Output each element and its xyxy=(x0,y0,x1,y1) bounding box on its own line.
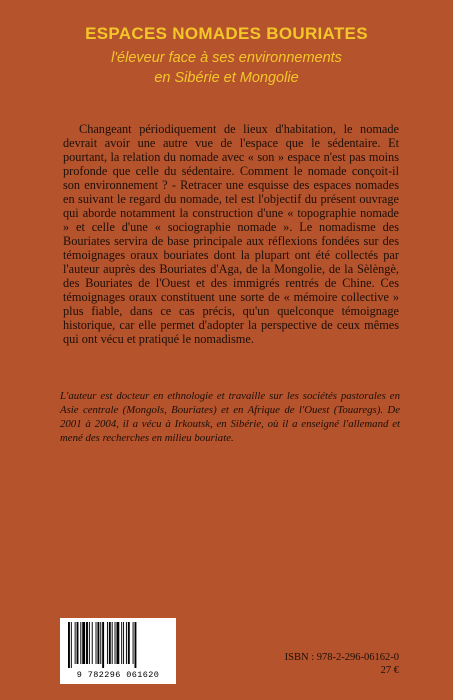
barcode-bar xyxy=(109,622,111,664)
barcode-bar xyxy=(77,622,79,664)
book-subtitle-line-2: en Sibérie et Mongolie xyxy=(154,70,299,86)
barcode-bar xyxy=(126,622,127,664)
barcode-bar xyxy=(123,622,124,664)
barcode-bar xyxy=(100,622,101,664)
barcode-bar xyxy=(71,622,72,668)
barcode-bar xyxy=(112,622,113,664)
barcode-bar xyxy=(80,622,81,664)
barcode-bar xyxy=(92,622,93,664)
barcode-bar xyxy=(68,622,70,668)
book-subtitle-line-1: l'éleveur face à ses environnements xyxy=(111,50,342,66)
book-title: ESPACES NOMADES BOURIATES xyxy=(85,24,368,43)
barcode-bar xyxy=(133,622,134,664)
barcode-bar xyxy=(75,622,76,664)
barcode-bar xyxy=(115,622,116,664)
price: 27 € xyxy=(380,665,399,676)
barcode-bar xyxy=(135,622,137,668)
barcode-bar xyxy=(107,622,108,664)
barcode-bar xyxy=(86,622,88,664)
summary-paragraph: Changeant périodiquement de lieux d'habitation, le nomade devrait avoir une autre vue de l'espace que le sédentaire. Et pourtant, la relation du nomade avec « son » espace n'est pas moins profonde que celle du sédentaire. Comment le nomade conçoit-il son environnement ? - Retracer une esquisse des espaces nomades en suivant le regard du nomade, tel est l'objectif du présent ouvrage qui aborde notamment la construction d'une « topographie nomade » et celle d'une « sociographie nomade ». Le nomadisme des Bouriates servira de base principale aux réflexions fondées sur des témoignages oraux bouriates dont la plupart ont été collectés par l'auteur auprès des Bouriates d'Aga, de la Mongolie, de la Sèlèngè, des Bouriates de l'Ouest et des immigrés rentrés de Chine. Ces témoignages oraux constituent une sorte de « mémoire collective » plus fiable, dans ce cas précis, qu'un quelconque témoignage historique, car elle permet d'adopter la perspective de ceux mêmes qui ont vécu et pratiqué le nomadisme. xyxy=(63,122,399,346)
barcode-bars xyxy=(66,622,170,668)
isbn-number: ISBN : 978-2-296-06162-0 xyxy=(284,652,399,663)
barcode-bar xyxy=(102,622,104,668)
barcode-bar xyxy=(97,622,99,664)
barcode-bar xyxy=(96,622,97,664)
barcode-bar xyxy=(116,622,119,664)
barcode xyxy=(60,618,176,684)
barcode-bar xyxy=(82,622,85,664)
barcode-bar xyxy=(121,622,122,664)
author-bio: L'auteur est docteur en ethnologie et travaille sur les sociétés pastorales en Asie centrale (Mongols, Bouriates) et en Afrique de l'Ouest (Touaregs). De 2001 à 2004, il a vécu à Irkoutsk, en Sibérie, où il a enseigné l'allemand et mené des recherches en milieu bouriate. xyxy=(60,390,400,444)
barcode-digits: 9 782296 061620 xyxy=(76,670,160,680)
barcode-bar xyxy=(128,622,130,664)
barcode-bar xyxy=(89,622,90,664)
